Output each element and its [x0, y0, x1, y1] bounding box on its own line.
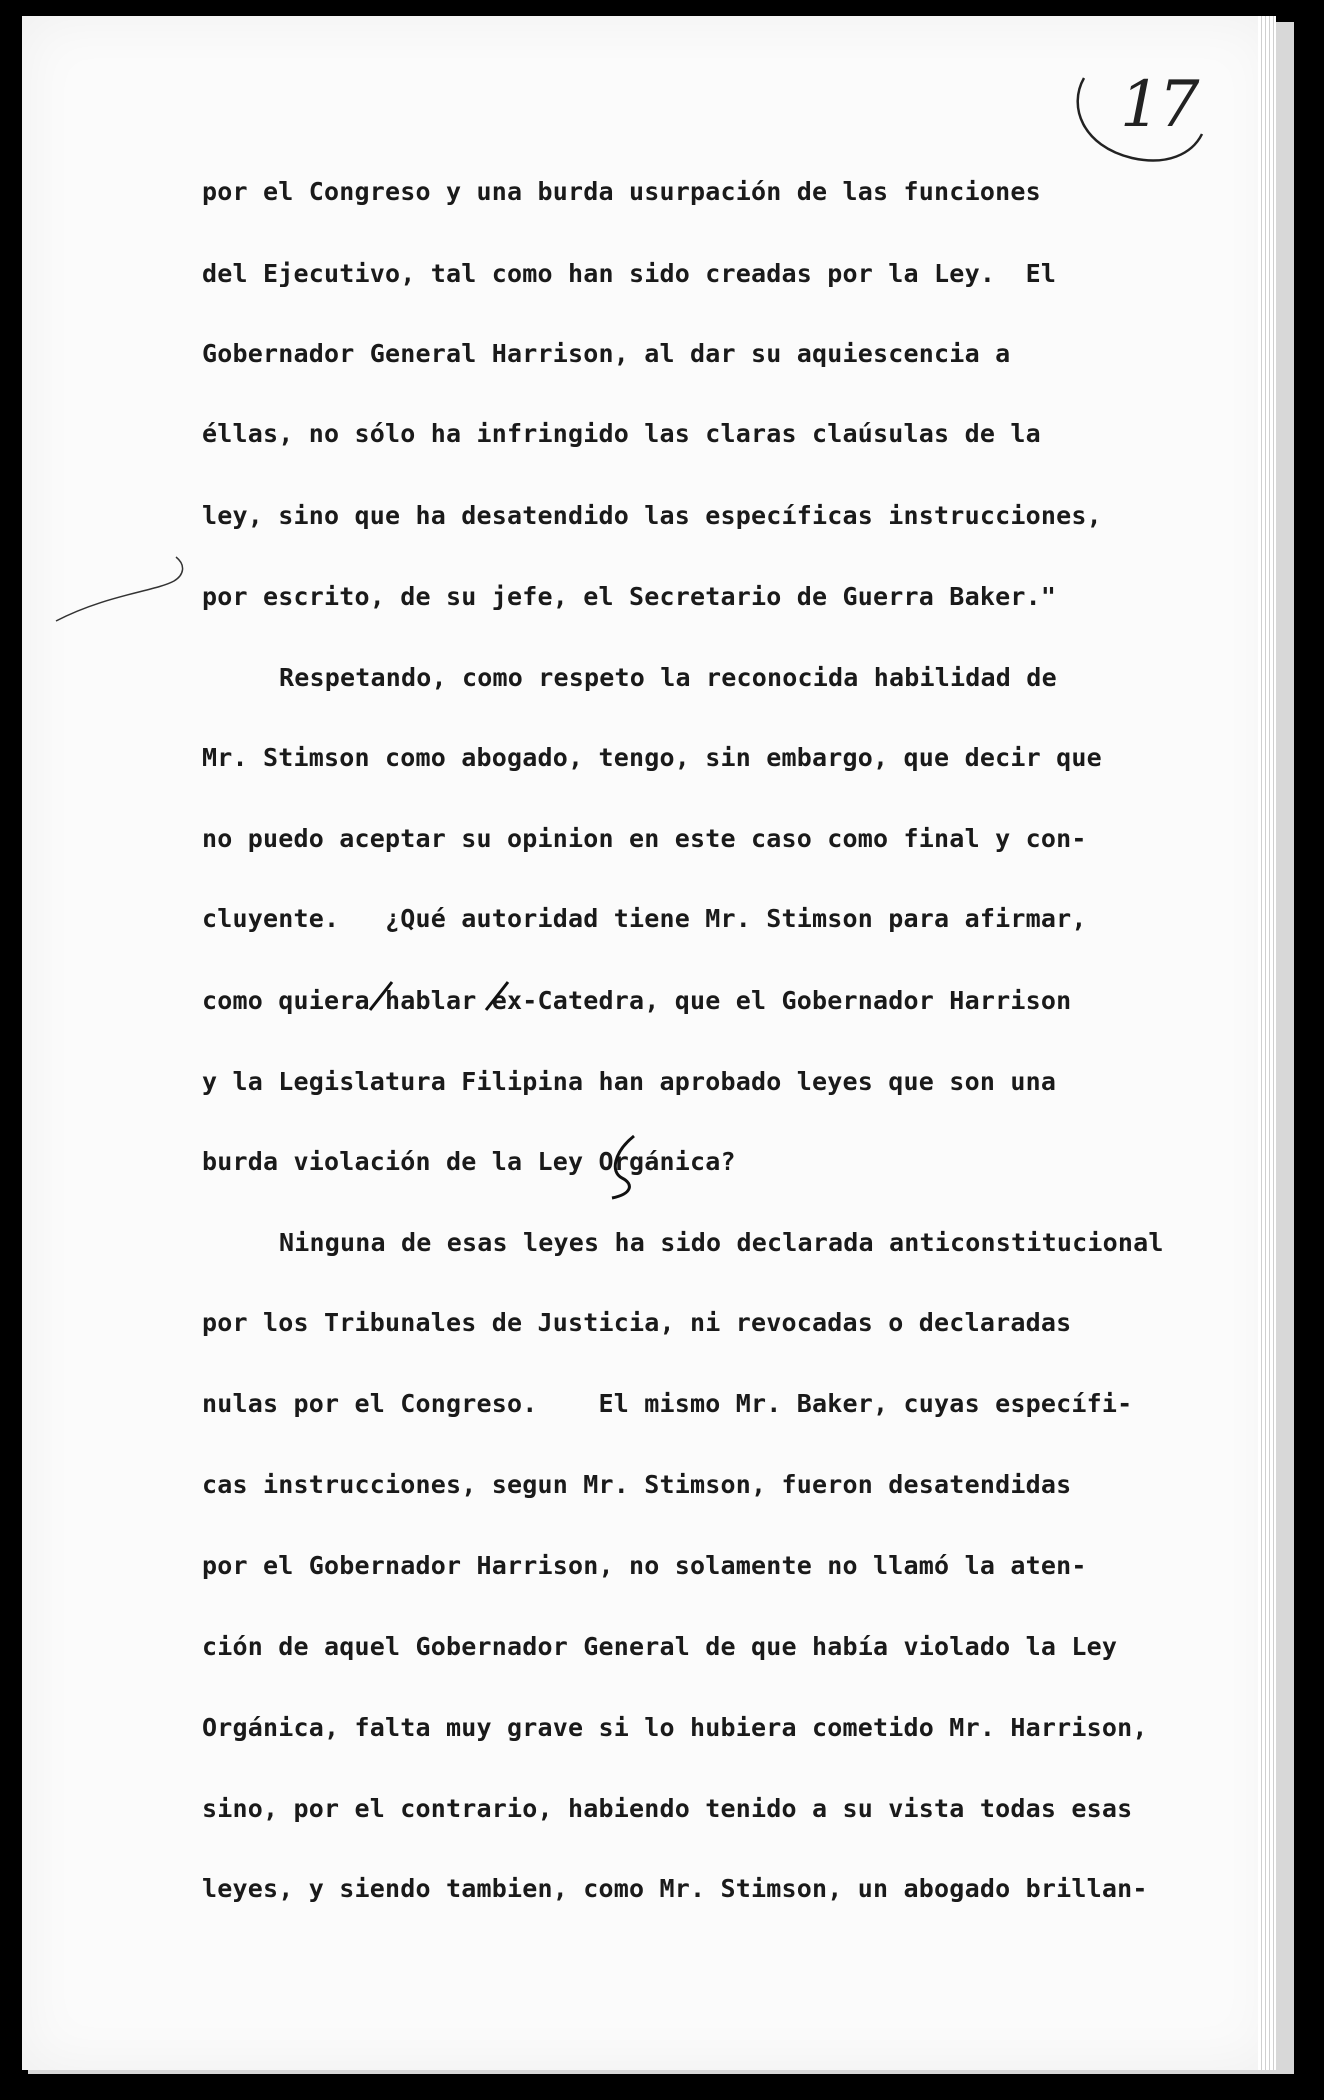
text-line-10: cluyente. ¿Qué autoridad tiene Mr. Stimson para afirmar, — [202, 904, 1087, 933]
handwritten-strike-mark — [366, 976, 396, 1016]
text-line-17: cas instrucciones, segun Mr. Stimson, fueron desatendidas — [202, 1470, 1072, 1499]
text-line-2: del Ejecutivo, tal como han sido creadas por la Ley. El — [202, 259, 1057, 288]
text-line-6: por escrito, de su jefe, el Secretario de Guerra Baker." — [202, 582, 1057, 611]
folio-number: 17 — [1120, 68, 1198, 142]
text-line-14: Ninguna de esas leyes ha sido declarada anticonstitucional — [279, 1228, 1164, 1257]
text-line-21: sino, por el contrario, habiendo tenido a su vista todas esas — [202, 1794, 1133, 1823]
typed-text-block — [22, 16, 1276, 2070]
text-line-22: leyes, y siendo tambien, como Mr. Stimson, un abogado brillan- — [202, 1874, 1148, 1903]
text-line-13: burda violación de la Ley Orgánica? — [202, 1147, 736, 1176]
text-line-20: Orgánica, falta muy grave si lo hubiera cometido Mr. Harrison, — [202, 1713, 1148, 1742]
text-line-15: por los Tribunales de Justicia, ni revocadas o declaradas — [202, 1308, 1072, 1337]
text-line-7: Respetando, como respeto la reconocida habilidad de — [279, 663, 1057, 692]
text-line-11: como quiera hablar ex-Catedra, que el Gobernador Harrison — [202, 986, 1072, 1015]
text-line-4: éllas, no sólo ha infringido las claras claúsulas de la — [202, 419, 1041, 448]
text-line-8: Mr. Stimson como abogado, tengo, sin embargo, que decir que — [202, 743, 1102, 772]
text-line-9: no puedo aceptar su opinion en este caso como final y con- — [202, 824, 1087, 853]
document-page — [22, 16, 1276, 2070]
text-line-5: ley, sino que ha desatendido las específicas instrucciones, — [202, 501, 1102, 530]
handwritten-strike-mark — [482, 976, 512, 1016]
text-line-19: ción de aquel Gobernador General de que había violado la Ley — [202, 1632, 1118, 1661]
text-line-3: Gobernador General Harrison, al dar su aquiescencia a — [202, 339, 1011, 368]
text-line-18: por el Gobernador Harrison, no solamente no llamó la aten- — [202, 1551, 1087, 1580]
handwritten-insertion-mark — [604, 1132, 644, 1202]
text-line-12: y la Legislatura Filipina han aprobado leyes que son una — [202, 1067, 1057, 1096]
text-line-1: por el Congreso y una burda usurpación de las funciones — [202, 177, 1041, 206]
text-line-16: nulas por el Congreso. El mismo Mr. Baker, cuyas específi- — [202, 1389, 1133, 1418]
